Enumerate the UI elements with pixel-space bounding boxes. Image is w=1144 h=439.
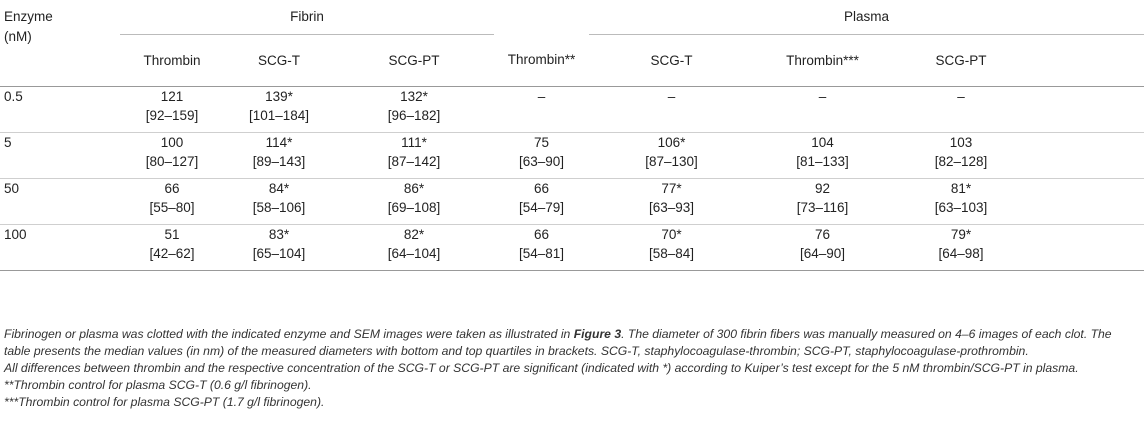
cell-range: [96–182]	[387, 107, 441, 123]
footnote-methods-text-start: Fibrinogen or plasma was clotted with the indicated enzyme and SEM images were taken as illustrated in	[4, 327, 574, 341]
cell-range: [54–81]	[518, 245, 565, 261]
cell-value: 86*	[403, 180, 425, 196]
cell-range: [63–90]	[518, 153, 565, 169]
table-cell	[891, 224, 1031, 270]
row-label: 5	[4, 134, 12, 150]
group-header-plasma: Plasma	[589, 0, 1144, 34]
table-cell	[589, 224, 754, 270]
table-cell	[754, 86, 891, 132]
figure-3-link[interactable]: Figure 3	[573, 327, 622, 341]
cell-range: [73–116]	[796, 199, 849, 215]
cell-range: [65–104]	[252, 245, 306, 261]
cell-range: [55–80]	[149, 199, 195, 215]
cell-range: [58–106]	[252, 199, 306, 215]
table-cell	[334, 132, 494, 178]
cell-range: [101–184]	[248, 107, 310, 123]
table-cell	[224, 178, 334, 224]
cell-value: –	[818, 88, 827, 104]
column-header-fibrin-scg-pt: SCG-PT	[388, 52, 440, 68]
cell-range: [64–98]	[938, 245, 984, 261]
table-cell	[334, 86, 494, 132]
cell-value: 139*	[265, 88, 293, 104]
cell-range: [58–84]	[648, 245, 695, 261]
footnote-methods	[4, 326, 1140, 360]
table-cell	[589, 132, 754, 178]
cell-value: 111*	[401, 134, 427, 150]
column-header-plasma-thrombin-2: Thrombin**	[507, 52, 576, 68]
cell-range: [82–128]	[934, 153, 988, 169]
table-cell	[224, 86, 334, 132]
table-cell	[334, 178, 494, 224]
cell-range: [64–90]	[799, 245, 846, 261]
group-header-fibrin: Fibrin	[120, 0, 494, 34]
table-cell	[891, 132, 1031, 178]
column-header-plasma-scg-pt: SCG-PT	[935, 52, 987, 68]
cell-range: [63–93]	[648, 199, 695, 215]
row-label: 100	[4, 226, 27, 242]
table-cell	[224, 132, 334, 178]
table-cell	[120, 132, 224, 178]
table-cell	[754, 178, 891, 224]
row-label: 50	[4, 180, 20, 196]
table-cell	[891, 86, 1031, 132]
cell-range: [64–104]	[387, 245, 441, 261]
cell-value: 104	[811, 134, 834, 150]
cell-value: –	[957, 88, 965, 104]
column-header-fibrin-scg-t: SCG-T	[258, 52, 300, 68]
cell-value: 66	[533, 226, 550, 242]
table-cell	[494, 86, 589, 132]
cell-value: 51	[164, 226, 180, 242]
table-row	[0, 224, 1144, 270]
table-cell	[120, 178, 224, 224]
cell-value: 84*	[268, 180, 290, 196]
cell-range: [42–62]	[149, 245, 195, 261]
cell-value: –	[667, 88, 676, 104]
cell-range: [54–79]	[518, 199, 565, 215]
cell-value: 106*	[657, 134, 686, 150]
cell-range: [87–130]	[645, 153, 698, 169]
enzyme-header-line2: (nM)	[4, 29, 32, 44]
cell-value: 79*	[950, 226, 972, 242]
cell-range: [80–127]	[145, 153, 199, 169]
enzyme-header-line1: Enzyme	[4, 9, 53, 24]
table-row	[0, 132, 1144, 178]
cell-value: 76	[814, 226, 831, 242]
footnote-significance: All differences between thrombin and the respective concentration of the SCG-T or SCG-PT are significant (indicated with *) according to Kuiper’s test except for the 5 nM thrombin/SCG-PT in plasma.	[4, 361, 1079, 375]
table-cell	[891, 178, 1031, 224]
table-row	[0, 178, 1144, 224]
column-header-plasma-thrombin-3: Thrombin***	[786, 52, 859, 68]
cell-value: 81*	[950, 180, 972, 196]
cell-range: [63–103]	[934, 199, 988, 215]
table-cell	[120, 86, 224, 132]
cell-value: 100	[160, 134, 184, 150]
table-cell	[120, 224, 224, 270]
table-cell	[589, 86, 754, 132]
footnote-triple-asterisk: ***Thrombin control for plasma SCG-PT (1.7 g/l fibrinogen).	[4, 395, 325, 409]
cell-value: 121	[160, 88, 184, 104]
cell-range: [69–108]	[387, 199, 441, 215]
enzyme-header	[0, 0, 120, 86]
cell-value: 70*	[661, 226, 682, 242]
row-label: 0.5	[4, 88, 23, 104]
table-cell	[754, 132, 891, 178]
footnote-methods-text-end: . The diameter of 300 fibrin fibers was manually measured on 4–6 images of each clot. The table presents the median values (in nm) of the measured diameters with bottom and top quartiles in brackets. SCG-T, staphylocoagulase-thrombin; SCG-PT, staphylocoagulase-prothrombin.	[4, 327, 1112, 358]
table-cell	[589, 178, 754, 224]
cell-range: [81–133]	[796, 153, 849, 169]
table-row	[0, 86, 1144, 132]
cell-range: [92–159]	[145, 107, 199, 123]
cell-value: 132*	[400, 88, 428, 104]
column-header-fibrin-thrombin: Thrombin	[143, 52, 201, 68]
cell-value: 66	[533, 180, 550, 196]
table-cell	[754, 224, 891, 270]
cell-value: 77*	[661, 180, 682, 196]
cell-value: 66	[164, 180, 180, 196]
table-footnotes	[4, 326, 1140, 411]
cell-range: [87–142]	[387, 153, 441, 169]
table-cell	[494, 132, 589, 178]
cell-value: 75	[533, 134, 550, 150]
cell-value: 83*	[268, 226, 290, 242]
cell-value: 114*	[265, 134, 293, 150]
cell-range: [89–143]	[252, 153, 306, 169]
cell-value: 103	[949, 134, 973, 150]
cell-value: –	[537, 88, 546, 104]
table-cell	[494, 178, 589, 224]
column-header-plasma-scg-t: SCG-T	[650, 52, 693, 68]
cell-value: 92	[814, 180, 831, 196]
table-cell	[224, 224, 334, 270]
footnote-double-asterisk: **Thrombin control for plasma SCG-T (0.6 g/l fibrinogen).	[4, 378, 312, 392]
cell-value: 82*	[403, 226, 425, 242]
table-cell	[494, 224, 589, 270]
table-cell	[334, 224, 494, 270]
